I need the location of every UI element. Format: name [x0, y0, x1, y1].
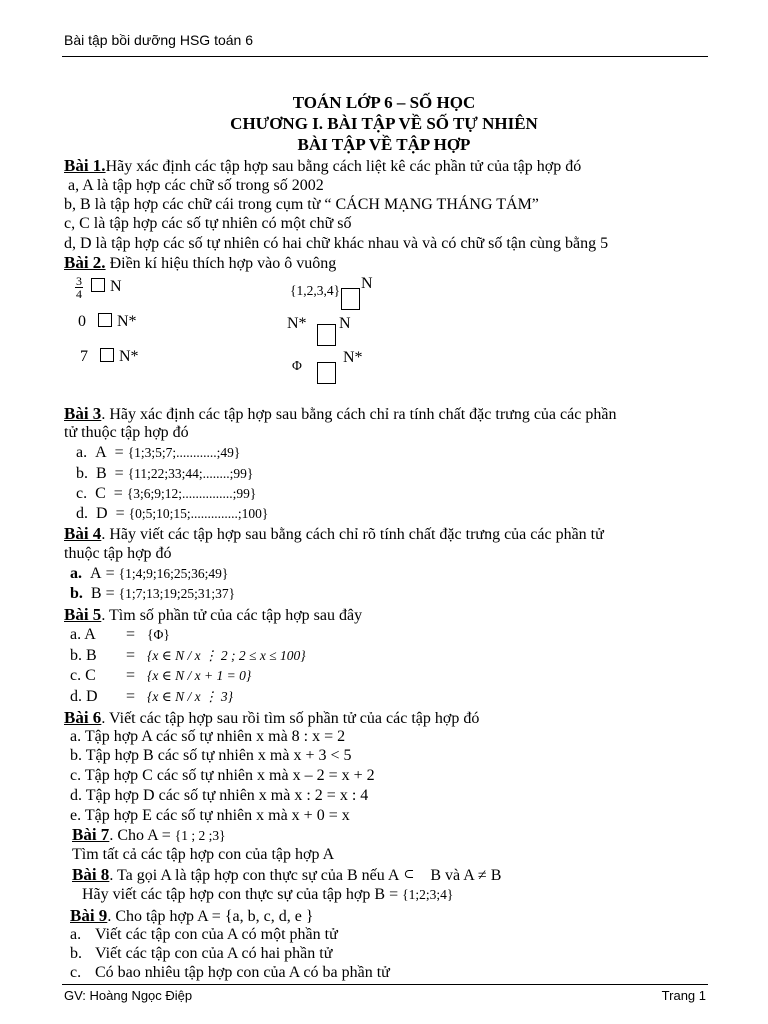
bai1-text: Hãy xác định các tập hợp sau bằng cách liệt kê các phần tử của tập hợp đó	[105, 158, 582, 175]
answer-box[interactable]	[98, 313, 112, 327]
equals-sign: =	[114, 465, 124, 482]
bai4-label: Bài 4	[64, 524, 102, 543]
item-letter: c.	[76, 485, 88, 502]
bai6-label: Bài 6	[64, 708, 102, 727]
item-text: Viết các tập con của A có một phần tử	[95, 926, 338, 943]
set-name: A	[95, 444, 107, 461]
item-text: Viết các tập con của A có hai phần tử	[95, 945, 333, 962]
equals-sign: =	[126, 667, 136, 684]
set-expression: {0;5;10;15;..............;100}	[128, 506, 269, 521]
set-expression: {3;6;9;12;...............;99}	[126, 486, 257, 501]
fraction	[75, 275, 83, 300]
set-name: B	[90, 585, 102, 602]
bai1-label: Bài 1.	[64, 156, 106, 175]
bai6-item-e: e. Tập hợp E các số tự nhiên x mà x + 0 = x	[70, 807, 350, 824]
fraction-denominator: 4	[76, 287, 82, 301]
equals-sign: =	[126, 647, 136, 664]
bai7-set: {1 ; 2 ;3}	[174, 828, 226, 843]
bai2-label: Bài 2.	[64, 253, 106, 272]
bai2-row3	[80, 348, 139, 366]
bai9-set: {a, b, c, d, e }	[224, 908, 314, 925]
set-name: A	[90, 565, 102, 582]
item-letter: b. B	[70, 647, 97, 664]
set-expression: {x ∈ N / x ⋮ 3}	[147, 689, 234, 704]
bai1-item-a: a, A là tập hợp các chữ số trong số 2002	[68, 177, 324, 194]
bai8-label: Bài 8	[72, 865, 110, 884]
bai8-heading	[72, 865, 501, 885]
bai9-heading	[70, 906, 313, 926]
bai2-set-1234: {1,2,3,4}	[290, 283, 341, 298]
answer-box-large[interactable]	[317, 362, 336, 384]
bai9-text: . Cho tập hợp A =	[107, 908, 225, 925]
item-letter: c. C	[70, 667, 96, 684]
equals-sign: =	[113, 485, 123, 502]
bai6-item-d: d. Tập hợp D các số tự nhiên x mà x : 2 = x : 4	[70, 787, 369, 804]
bai2-phi: Φ	[292, 358, 302, 373]
bai1-item-b: b, B là tập hợp các chữ cái trong cụm từ “ CÁCH MẠNG THÁNG TÁM”	[64, 196, 539, 213]
bai1-item-d: d, D là tập hợp các số tự nhiên có hai chữ khác nhau và và có chữ số tận cùng bằng 5	[64, 235, 609, 252]
bai3-item-d	[76, 505, 268, 523]
bai8-text: . Ta gọi A là tập hợp con thực sự của B nếu A	[109, 867, 400, 884]
item-letter: a.	[76, 444, 88, 461]
bai2-row1-set: N	[110, 278, 122, 296]
subset-symbol: ⊂	[403, 866, 415, 881]
page-header: Bài tập bồi dưỡng HSG toán 6	[64, 32, 253, 48]
title-section: BÀI TẬP VỀ TẬP HỢP	[297, 135, 471, 154]
header-rule	[62, 56, 708, 57]
bai8-line-2-text: Hãy viết các tập hợp con thực sự của tập hợp B =	[82, 886, 403, 903]
item-letter: a.	[70, 565, 82, 582]
set-name: C	[95, 485, 106, 502]
item-letter: b.	[70, 585, 83, 602]
bai5-item-c	[70, 667, 251, 685]
bai2-row2	[78, 313, 137, 331]
item-letter: d.	[76, 505, 88, 522]
bai5-item-a	[70, 626, 170, 644]
answer-box-large[interactable]	[317, 324, 336, 346]
title-chapter: CHƯƠNG I. BÀI TẬP VỀ SỐ TỰ NHIÊN	[230, 114, 538, 133]
bai5-item-d	[70, 688, 233, 706]
equals-sign: =	[126, 626, 136, 643]
item-letter: c.	[70, 964, 82, 981]
bai8-text-end: B và A ≠ B	[430, 867, 502, 884]
bai2-row2-value: 0	[78, 313, 86, 330]
bai7-text: . Cho A =	[109, 827, 175, 844]
bai2-set-n: N	[361, 275, 373, 292]
item-letter: d. D	[70, 688, 98, 705]
bai6-item-a: a. Tập hợp A các số tự nhiên x mà 8 : x = 2	[70, 728, 346, 745]
equals-sign: =	[105, 565, 115, 582]
bai9-item-c	[70, 964, 390, 982]
item-letter: b.	[70, 945, 82, 962]
bai3-text-2: tử thuộc tập hợp đó	[64, 424, 189, 441]
fraction-numerator: 3	[76, 274, 82, 288]
item-text: Có bao nhiêu tập hợp con của A có ba phần tử	[95, 964, 390, 981]
bai4-text: . Hãy viết các tập hợp sau bằng cách chỉ rõ tính chất đặc trưng của các phần tử	[101, 526, 604, 543]
bai7-line-2: Tìm tất cả các tập hợp con của tập hợp A	[72, 846, 335, 863]
set-expression: {1;3;5;7;............;49}	[127, 445, 241, 460]
bai3-item-c	[76, 485, 256, 503]
bai2-row3-value: 7	[80, 348, 88, 365]
item-letter: a. A	[70, 626, 96, 643]
title-main: TOÁN LỚP 6 – SỐ HỌC	[292, 93, 476, 112]
bai6-item-b: b. Tập hợp B các số tự nhiên x mà x + 3 < 5	[70, 747, 352, 764]
bai1-item-c: c, C là tập hợp các số tự nhiên có một chữ số	[64, 215, 352, 232]
bai2-row1	[75, 275, 122, 300]
bai5-text: . Tìm số phần tử của các tập hợp sau đây	[101, 607, 363, 624]
item-letter: a.	[70, 926, 82, 943]
bai2-phi-set: N*	[343, 349, 363, 366]
bai4-heading	[64, 524, 604, 544]
equals-sign: =	[115, 505, 125, 522]
bai3-item-a	[76, 444, 240, 462]
set-name: B	[96, 465, 107, 482]
bai2-n: N	[339, 315, 351, 332]
bai1-heading	[64, 156, 581, 176]
bai4-text-2: thuộc tập hợp đó	[64, 545, 172, 562]
bai5-label: Bài 5	[64, 605, 102, 624]
footer-rule	[62, 984, 708, 985]
bai6-text: . Viết các tập hợp sau rồi tìm số phần tử của các tập hợp đó	[101, 710, 480, 727]
equals-sign: =	[126, 688, 136, 705]
bai3-item-b	[76, 465, 253, 483]
bai4-item-a	[70, 565, 228, 583]
bai2-heading	[64, 253, 336, 273]
equals-sign: =	[105, 585, 115, 602]
bai3-heading	[64, 404, 616, 424]
bai9-item-a	[70, 926, 338, 944]
set-expression: {11;22;33;44;........;99}	[127, 466, 254, 481]
set-expression: {1;4;9;16;25;36;49}	[118, 566, 229, 581]
bai7-label: Bài 7	[72, 825, 110, 844]
item-letter: b.	[76, 465, 88, 482]
bai9-item-b	[70, 945, 332, 963]
bai6-heading	[64, 708, 479, 728]
footer-author: GV: Hoàng Ngọc Điệp	[64, 988, 193, 1003]
set-expression: {x ∈ N / x ⋮ 2 ; 2 ≤ x ≤ 100}	[147, 648, 306, 663]
bai6-item-c: c. Tập hợp C các số tự nhiên x mà x – 2 = x + 2	[70, 767, 375, 784]
set-expression: {x ∈ N / x + 1 = 0}	[147, 668, 252, 683]
bai9-label: Bài 9	[70, 906, 108, 925]
bai3-label: Bài 3	[64, 404, 102, 423]
bai7-heading	[72, 825, 226, 845]
bai8-set: {1;2;3;4}	[402, 887, 454, 902]
bai4-item-b	[70, 585, 235, 603]
set-expression: {Φ}	[147, 627, 170, 642]
bai8-line-2	[82, 886, 453, 904]
bai2-nstar: N*	[287, 315, 307, 332]
bai3-text: . Hãy xác định các tập hợp sau bằng cách chỉ ra tính chất đặc trưng của các phần	[101, 406, 617, 423]
bai2-text: Điền kí hiệu thích hợp vào ô vuông	[105, 255, 337, 272]
answer-box[interactable]	[91, 278, 105, 292]
answer-box-large[interactable]	[341, 288, 360, 310]
bai2-row3-set: N*	[119, 348, 139, 365]
bai5-item-b	[70, 647, 306, 665]
bai5-heading	[64, 605, 362, 625]
bai2-row2-set: N*	[117, 313, 137, 330]
set-expression: {1;7;13;19;25;31;37}	[118, 586, 236, 601]
set-name: D	[96, 505, 108, 522]
footer-page-number: Trang 1	[661, 988, 706, 1003]
equals-sign: =	[114, 444, 124, 461]
answer-box[interactable]	[100, 348, 114, 362]
